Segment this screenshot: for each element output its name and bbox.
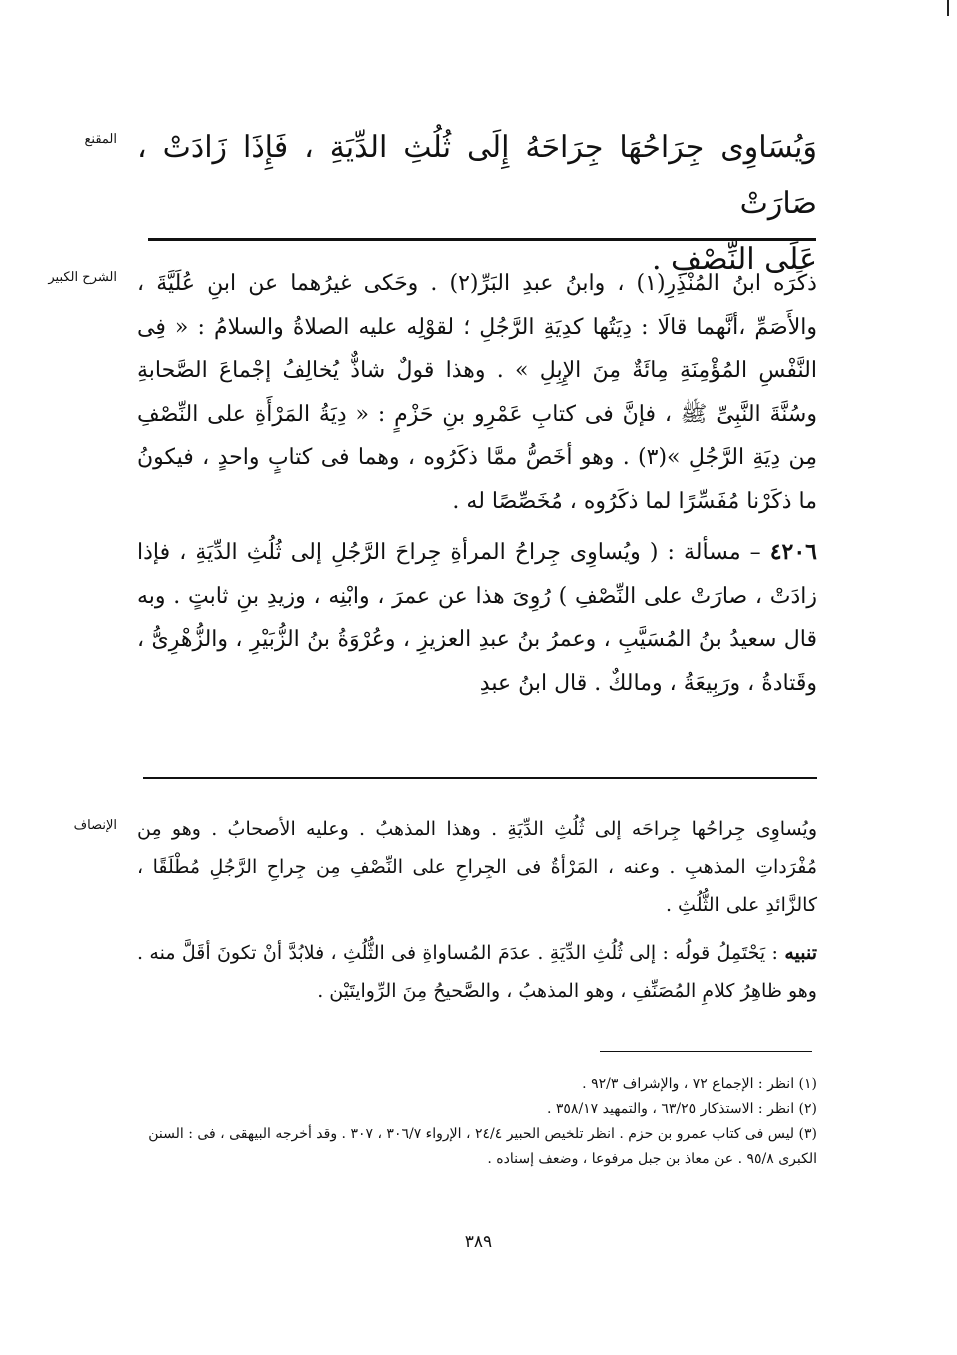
muqni-line-1: وَيُسَاوِى جِرَاحُهَا جِرَاحَهُ إِلَى ثُلُثِ الدِّيَةِ ، فَإِذَا زَادَتْ ، صَارَتْ	[137, 130, 817, 221]
divider	[143, 777, 817, 779]
insaf-paragraph: ويُساوِى جِراحُها جِراحَه إلى ثُلُثِ الدِّيَةِ . وهذا المذهبُ . وعليه الأصحابُ . وهو مِن مُفْرَداتِ المذهبِ . وعنه ، المَرْأةُ فى الجِراحِ على النِّصْفِ مِن جِراحِ الرَّجُلِ مُطْلَقًا ، كالزَّائدِ على الثُّلُثِ .	[137, 818, 817, 916]
side-label-muqni: المقنع	[84, 132, 117, 147]
tanbih-label: تنبيه	[784, 942, 817, 964]
footnote-separator	[600, 1051, 812, 1052]
footnote: (٢) انظر : الاستذكار ٦٣/٢٥ ، والتمهيد ٣٥٨/١٧ .	[546, 1101, 817, 1117]
scan-artifact	[947, 0, 949, 16]
tanbih-paragraph	[137, 934, 817, 1010]
masala-number: ٤٢٠٦	[769, 539, 817, 565]
page-number: ٣٨٩	[464, 1232, 493, 1252]
sharh-paragraph: ذكَرَه ابنُ المُنْذِرِ(١) ، وابنُ عبدِ البَرِّ(٢) . وحَكى غيرُهما عن ابنِ عُلَيَّةَ ، والأَصَمِّ ،أنَّهما قالَا : دِيَتُها كدِيَةِ الرَّجُلِ ؛ لقوْلِه عليه الصلاةُ والسلامُ : « فِى النَّفْسِ المُؤْمِنَةِ مِائَةٌ مِنَ الإِبِلِ » . وهذا قولٌ شاذٌّ يُخالِفُ إجْماعَ الصَّحابةِ وسُنَّةَ النَّبِىِّ ﷺ ، فإنَّ فى كتابِ عَمْرِو بنِ حَزْمٍ : « دِيَةُ المَرْأَةِ على النِّصْفِ مِن دِيَةِ الرَّجُلِ »(٣) . وهو أخَصُّ ممَّا ذكَرُوه ، وهما فى كتابٍ واحدٍ ، فيكونُ ما ذكَرْنا مُفَسِّرًا لما ذكَرُوه ، مُخَصِّصًا له .	[137, 271, 817, 514]
muqni-line-2: عَلَى النِّصْفِ .	[651, 242, 817, 277]
masala-text: – مسألة : ( ويُساوِى جِراحُ المرأةِ جِراحَ الرَّجُلِ إلى ثُلُثِ الدِّيَةِ ، فإذا زادَتْ ، صارَتْ على النِّصْفِ ) رُوِىَ هذا عن عمرَ ، وابْنِه ، وزيدِ بنِ ثابتٍ . وبه قال سعيدُ بنُ المُسَيَّبِ ، وعمرُ بنُ عبدِ العزيزِ ، وعُرْوَةُ بنُ الزُّبَيْرِ ، والزُّهْرِىُّ ، وقَتادةُ ، ورَبِيعَةُ ، ومالكٌ . قال ابنُ عبدِ	[137, 540, 817, 696]
masala-paragraph	[137, 531, 817, 705]
divider-thick	[148, 238, 816, 241]
footnote: (١) انظر : الإجماع ٧٢ ، والإشراف ٩٢/٣ .	[582, 1076, 817, 1092]
footnotes	[137, 1072, 817, 1172]
footnote: (٣) ليس فى كتاب عمرو بن حزم . انظر تلخيص الحبير ٢٤/٤ ، الإرواء ٣٠٦/٧ ، ٣٠٧ . وقد أخرجه البيهقى ، فى : السنن الكبرى ٩٥/٨ . عن معاذ بن جبل مرفوعا ، وضعف إسناده .	[148, 1126, 817, 1167]
side-label-sharh: الشرح الكبير	[48, 270, 117, 285]
insaf-text	[137, 810, 817, 1010]
sharh-text	[137, 262, 817, 705]
tanbih-text: : يَحْتَمِلُ قولُه : إلى ثُلُثِ الدِّيَةِ . عدَمَ المُساواةِ فى الثُّلُثِ ، فلابُدَّ أنْ تكونَ أقَلَّ منه . وهو ظاهِرُ كلامِ المُصَنِّفِ ، وهو المذهبُ ، والصَّحيحُ مِنَ الرِّوايتَيْن .	[137, 942, 817, 1002]
side-label-insaf: الإنصاف	[73, 818, 117, 833]
